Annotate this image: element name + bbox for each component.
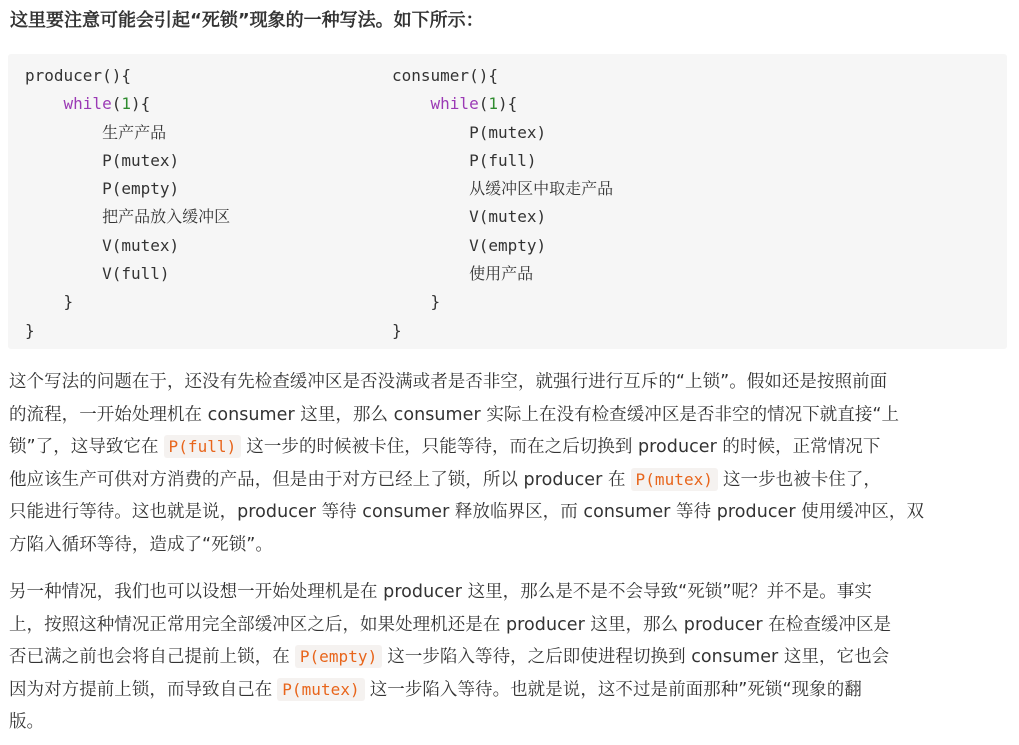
text-line: 上，按照这种情况正常用完全部缓冲区之后，如果处理机还是在 producer 这里，那么 producer 在检查缓冲区是: [9, 614, 892, 635]
consumer-code: [392, 62, 613, 345]
text-span: 这一步也被卡住了，: [723, 469, 881, 490]
keyword: while: [63, 94, 112, 114]
code-line: [25, 203, 230, 231]
code-line: [25, 147, 230, 175]
number-literal: 1: [488, 94, 498, 114]
text-line: 的流程，一开始处理机在 consumer 这里，那么 consumer 实际上在没有检查缓冲区是否非空的情况下就直接“上: [9, 404, 900, 425]
code-line: [392, 147, 613, 175]
text-line: 这个写法的问题在于，还没有先检查缓冲区是否没满或者是否非空，就强行进行互斥的“上锁”。假如还是按照前面: [9, 372, 888, 392]
code-token: (: [478, 94, 489, 114]
code-line: }: [392, 320, 402, 340]
code-token: }: [430, 292, 441, 312]
code-line: [392, 288, 613, 316]
text-span: 锁”了，这导致它在: [9, 437, 159, 458]
code-token: (: [111, 94, 122, 114]
code-line: [392, 260, 613, 288]
code-statement: 生产产品: [102, 122, 167, 142]
text-line: 版。: [9, 712, 45, 733]
text-line: 方陷入循环等待，造成了“死锁”。: [9, 534, 273, 555]
code-line: [25, 119, 230, 147]
code-line: [25, 288, 230, 316]
inline-code: P(empty): [295, 645, 382, 668]
code-statement: P(empty): [102, 179, 180, 199]
code-statement: V(mutex): [469, 207, 547, 227]
code-statement: P(mutex): [102, 150, 180, 170]
text-span: 这一步的时候被卡住，只能等待，而在之后切换到 producer 的时候，正常情况下: [246, 437, 881, 458]
code-statement: V(full): [102, 264, 170, 284]
code-token: ){: [130, 94, 151, 114]
code-block: [8, 54, 1007, 349]
code-line: [392, 175, 613, 203]
code-line: consumer(){: [392, 66, 498, 85]
code-line: [25, 232, 230, 260]
number-literal: 1: [121, 94, 131, 114]
code-statement: V(empty): [469, 235, 547, 255]
code-token: ){: [497, 94, 518, 114]
text-line: [9, 641, 1009, 674]
code-line: [25, 90, 230, 118]
section-heading: 这里要注意可能会引起“死锁”现象的一种写法。如下所示：: [10, 10, 484, 31]
code-line: [25, 260, 230, 288]
code-line: [392, 203, 613, 231]
code-line: [392, 119, 613, 147]
code-line: [392, 232, 613, 260]
code-statement: P(full): [469, 150, 537, 170]
code-line: producer(){: [25, 66, 131, 85]
text-line: [9, 431, 1009, 464]
keyword: while: [430, 94, 479, 114]
text-span: 这一步陷入等待，之后即使进程切换到 consumer 这里，它也会: [387, 647, 890, 668]
text-span: 他应该生产可供对方消费的产品，但是由于对方已经上了锁，所以 producer 在: [9, 469, 626, 490]
paragraph-deadlock-explanation: [9, 366, 1009, 562]
code-statement: 从缓冲区中取走产品: [469, 179, 614, 199]
code-token: }: [63, 292, 74, 312]
code-statement: 把产品放入缓冲区: [102, 207, 231, 227]
text-span: 因为对方提前上锁，而导致自己在: [9, 679, 273, 700]
code-line: [392, 90, 613, 118]
inline-code: P(mutex): [277, 678, 364, 701]
text-line: [9, 674, 1009, 707]
paragraph-alternative-case: [9, 576, 1009, 739]
text-line: 只能进行等待。这也就是说，producer 等待 consumer 释放临界区，而 consumer 等待 producer 使用缓冲区，双: [9, 502, 925, 523]
code-line: }: [25, 320, 35, 340]
code-statement: P(mutex): [469, 122, 547, 142]
text-span: 这一步陷入等待。也就是说，这不过是前面那种”死锁“现象的翻: [369, 679, 862, 700]
text-line: [9, 464, 1009, 497]
code-line: [25, 175, 230, 203]
text-span: 否已满之前也会将自己提前上锁，在: [9, 647, 290, 668]
inline-code: P(mutex): [631, 468, 718, 491]
text-line: 另一种情况，我们也可以设想一开始处理机是在 producer 这里，那么是不是不会导致“死锁”呢？并不是。事实: [9, 582, 872, 602]
producer-code: [25, 62, 230, 345]
inline-code: P(full): [164, 435, 242, 458]
code-statement: V(mutex): [102, 235, 180, 255]
code-statement: 使用产品: [469, 264, 534, 284]
